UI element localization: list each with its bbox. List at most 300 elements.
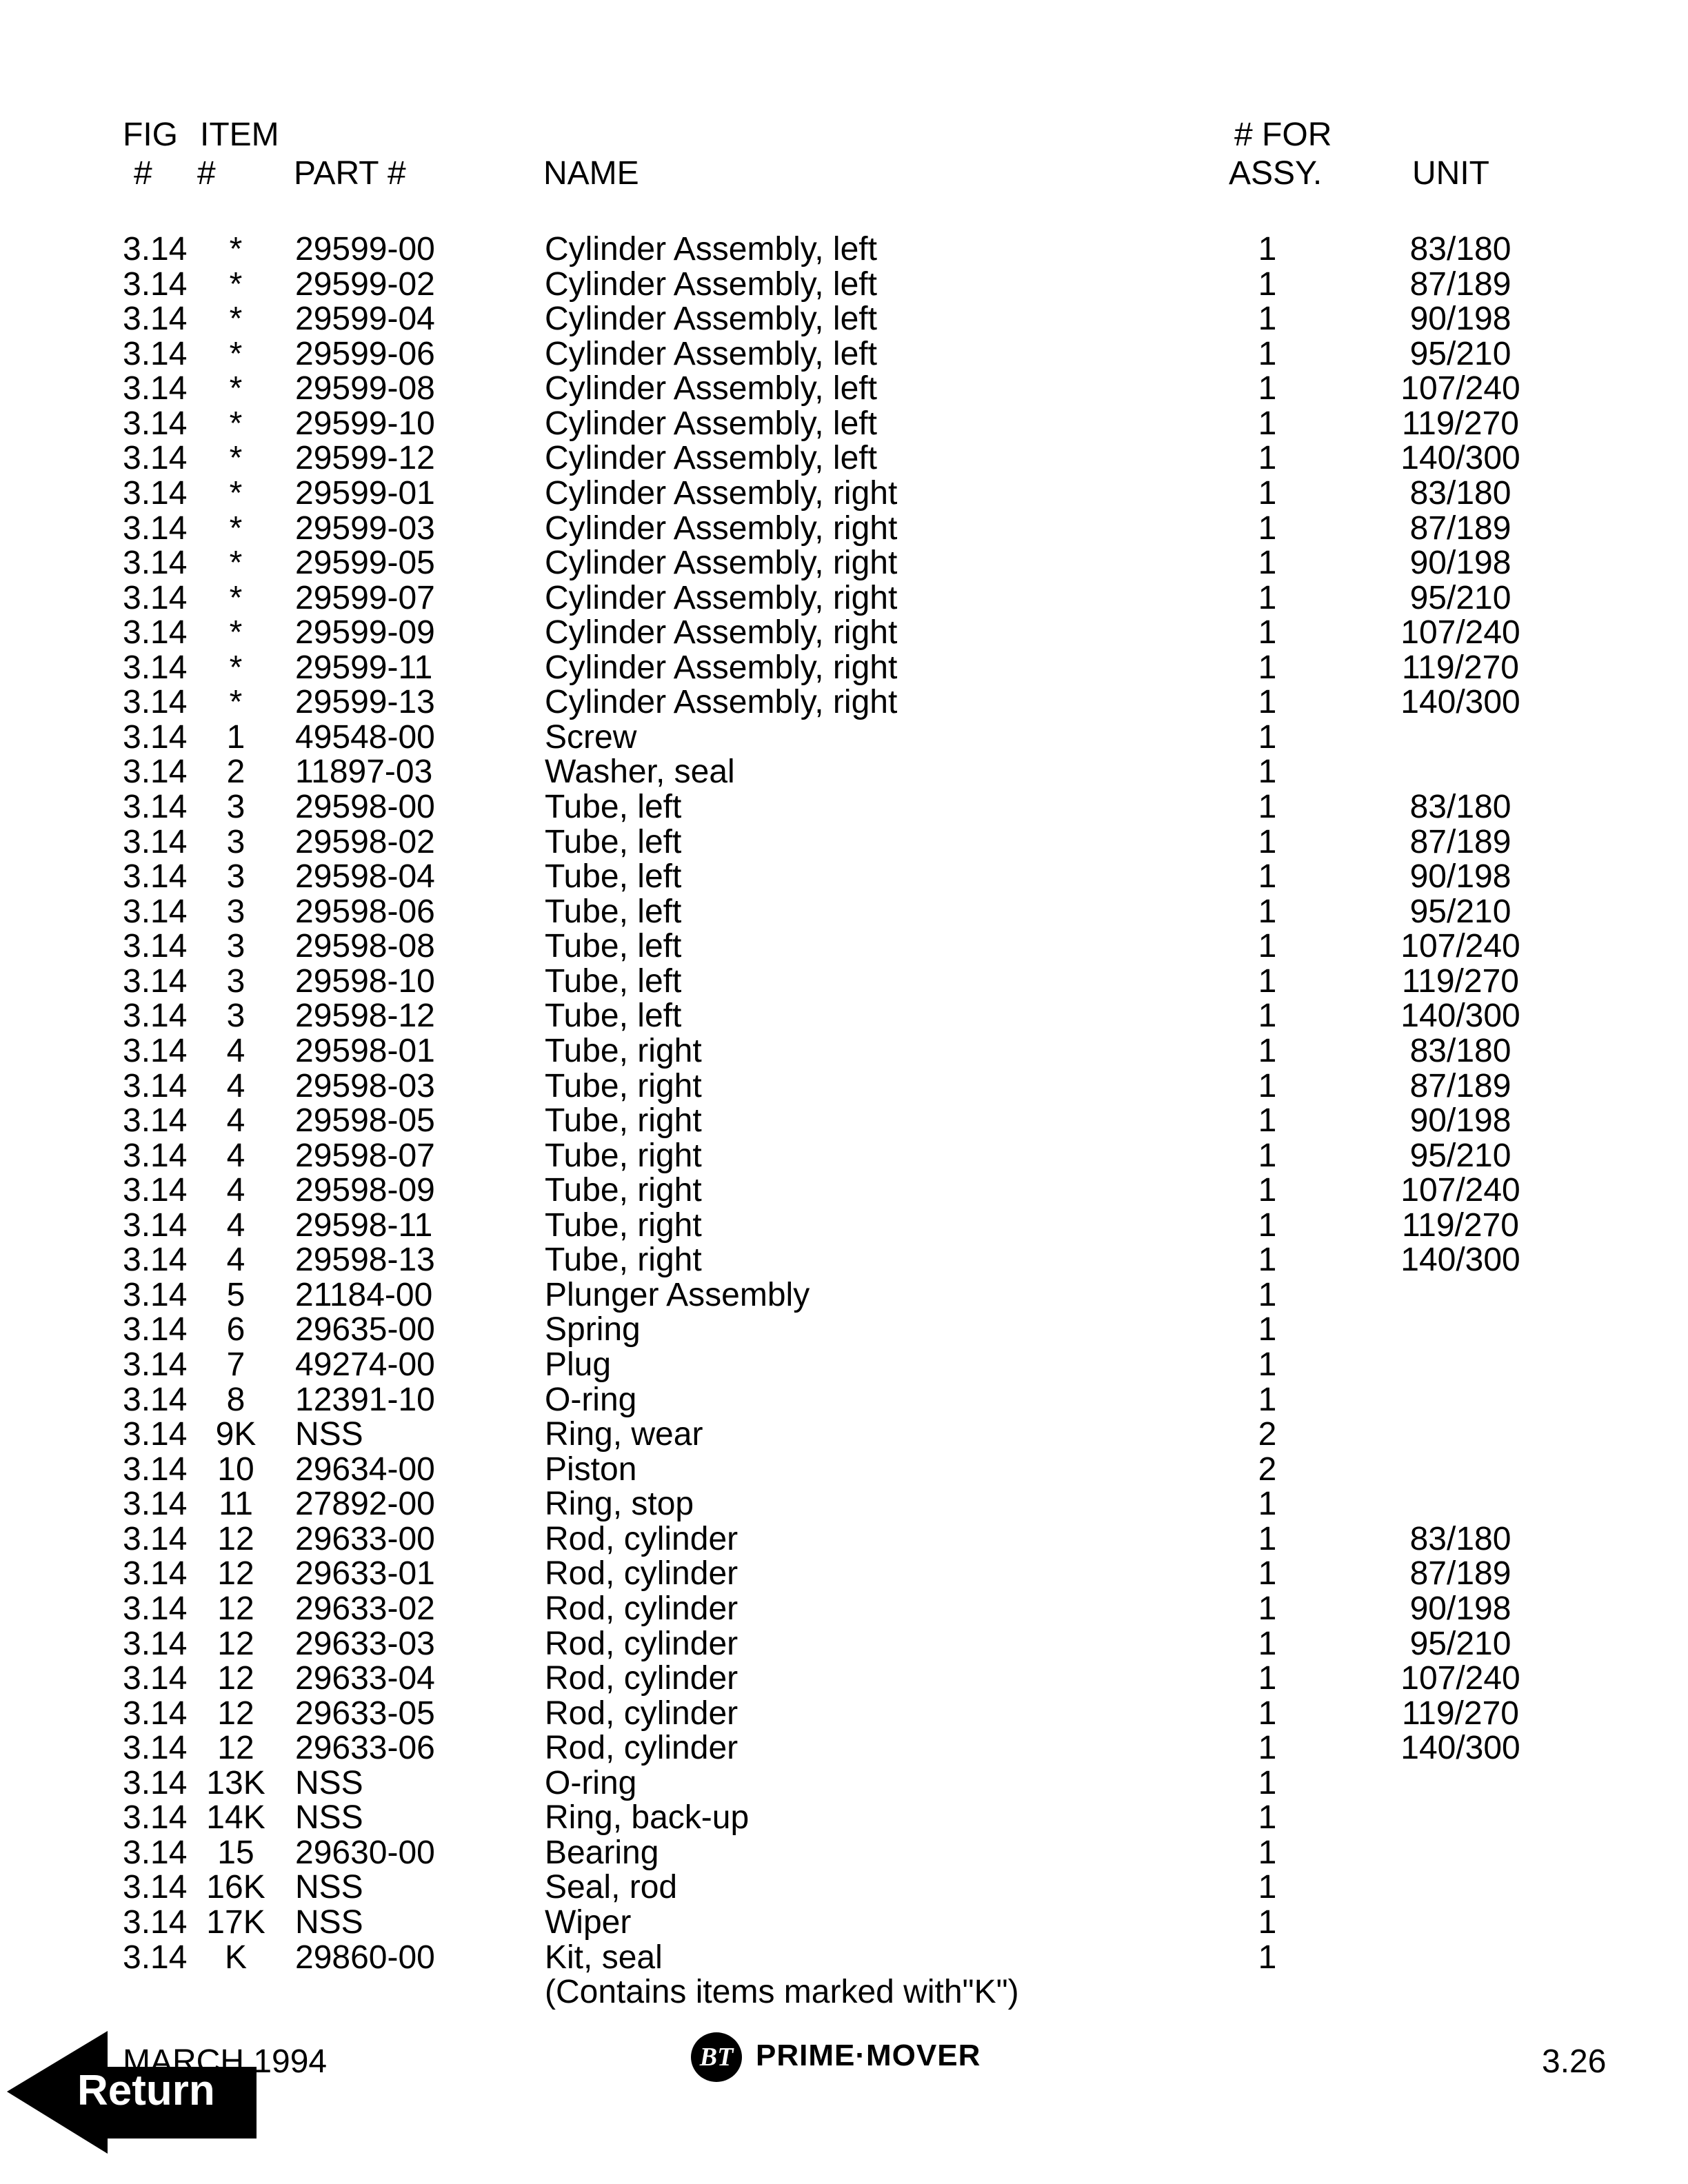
- cell-part: 27892-00: [295, 1486, 435, 1523]
- cell-item: *: [229, 231, 243, 267]
- cell-part: 29630-00: [295, 1834, 435, 1871]
- cell-assy: 1: [1258, 928, 1277, 965]
- header-item: ITEM: [200, 117, 279, 153]
- cell-item: *: [229, 545, 243, 582]
- cell-item: 12: [217, 1660, 254, 1697]
- cell-fig: 3.14: [123, 545, 188, 582]
- cell-name: Rod, cylinder: [545, 1695, 738, 1732]
- cell-part: 29633-04: [295, 1660, 435, 1697]
- cell-item: 15: [217, 1834, 254, 1871]
- cell-item: *: [229, 684, 243, 721]
- cell-assy: 1: [1258, 858, 1277, 896]
- table-row: [0, 1417, 1688, 1453]
- cell-fig: 3.14: [123, 1695, 188, 1732]
- cell-fig: 3.14: [123, 1730, 188, 1767]
- cell-fig: 3.14: [123, 1416, 188, 1453]
- cell-part: 29599-03: [295, 509, 435, 547]
- table-row: [0, 860, 1688, 895]
- cell-part: 29599-13: [295, 684, 435, 721]
- cell-name: Piston: [545, 1450, 637, 1488]
- cell-name: (Contains items marked with"K"): [545, 1974, 1019, 2011]
- cell-part: 29598-01: [295, 1032, 435, 1069]
- cell-fig: 3.14: [123, 1276, 188, 1313]
- cell-item: *: [229, 370, 243, 407]
- cell-item: 4: [226, 1067, 245, 1104]
- cell-fig: 3.14: [123, 1381, 188, 1418]
- cell-item: *: [229, 440, 243, 477]
- table-row: [0, 964, 1688, 1000]
- cell-part: 29598-00: [295, 789, 435, 825]
- cell-fig: 3.14: [123, 823, 188, 860]
- cell-unit: 83/180: [1409, 474, 1511, 512]
- cell-assy: 1: [1258, 1102, 1277, 1140]
- cell-fig: 3.14: [123, 649, 188, 686]
- cell-unit: 90/198: [1409, 545, 1511, 582]
- cell-assy: 1: [1258, 754, 1277, 791]
- cell-assy: 1: [1258, 335, 1277, 372]
- cell-part: 29599-04: [295, 301, 435, 338]
- cell-name: Rod, cylinder: [545, 1730, 738, 1767]
- cell-assy: 1: [1258, 1206, 1277, 1244]
- cell-name: Cylinder Assembly, left: [545, 335, 877, 372]
- cell-assy: 1: [1258, 1172, 1277, 1209]
- cell-item: 4: [226, 1206, 245, 1244]
- cell-fig: 3.14: [123, 928, 188, 965]
- cell-name: Tube, left: [545, 823, 682, 860]
- cell-unit: 87/189: [1409, 823, 1511, 860]
- cell-item: *: [229, 579, 243, 616]
- cell-assy: 1: [1258, 789, 1277, 825]
- cell-part: 29598-02: [295, 823, 435, 860]
- cell-fig: 3.14: [123, 1067, 188, 1104]
- cell-part: 29599-09: [295, 614, 435, 651]
- table-row: [0, 1104, 1688, 1139]
- cell-assy: 1: [1258, 614, 1277, 651]
- cell-part: 29860-00: [295, 1939, 435, 1976]
- cell-fig: 3.14: [123, 301, 188, 338]
- cell-item: *: [229, 405, 243, 442]
- table-row: [0, 1487, 1688, 1522]
- table-row: [0, 1905, 1688, 1941]
- cell-assy: 1: [1258, 893, 1277, 930]
- cell-item: 12: [217, 1730, 254, 1767]
- table-row: [0, 1069, 1688, 1104]
- cell-name: O-ring: [545, 1381, 637, 1418]
- cell-fig: 3.14: [123, 962, 188, 1000]
- cell-name: Cylinder Assembly, right: [545, 614, 898, 651]
- table-row: [0, 1627, 1688, 1662]
- cell-name: Ring, wear: [545, 1416, 703, 1453]
- cell-name: Ring, back-up: [545, 1799, 750, 1837]
- table-row: [0, 267, 1688, 303]
- table-row: [0, 1941, 1688, 1976]
- table-row: [0, 546, 1688, 581]
- cell-name: Cylinder Assembly, left: [545, 440, 877, 477]
- table-row: [0, 1034, 1688, 1069]
- cell-unit: 83/180: [1409, 231, 1511, 267]
- cell-assy: 1: [1258, 1242, 1277, 1279]
- table-row: [0, 1522, 1688, 1557]
- cell-fig: 3.14: [123, 509, 188, 547]
- cell-fig: 3.14: [123, 858, 188, 896]
- cell-name: Cylinder Assembly, right: [545, 684, 898, 721]
- cell-unit: 87/189: [1409, 1067, 1511, 1104]
- cell-fig: 3.14: [123, 718, 188, 756]
- brand-name: PRIME·MOVER: [756, 2039, 981, 2072]
- table-row: [0, 337, 1688, 372]
- table-row: [0, 1766, 1688, 1801]
- cell-part: 49548-00: [295, 718, 435, 756]
- cell-fig: 3.14: [123, 1869, 188, 1906]
- cell-fig: 3.14: [123, 789, 188, 825]
- cell-fig: 3.14: [123, 1206, 188, 1244]
- table-row: [0, 1870, 1688, 1905]
- cell-assy: 1: [1258, 405, 1277, 442]
- cell-assy: 1: [1258, 684, 1277, 721]
- table-row: [0, 1383, 1688, 1418]
- cell-name: Bearing: [545, 1834, 659, 1871]
- page-number: 3.26: [1542, 2043, 1607, 2080]
- cell-assy: 1: [1258, 1799, 1277, 1837]
- cell-name: Spring: [545, 1311, 641, 1348]
- cell-name: Tube, right: [545, 1172, 702, 1209]
- cell-unit: 90/198: [1409, 301, 1511, 338]
- cell-unit: 140/300: [1400, 998, 1520, 1035]
- table-row: [0, 1801, 1688, 1836]
- cell-fig: 3.14: [123, 440, 188, 477]
- cell-name: O-ring: [545, 1764, 637, 1801]
- cell-item: 13K: [206, 1764, 265, 1801]
- cell-part: NSS: [295, 1416, 363, 1453]
- cell-item: *: [229, 649, 243, 686]
- cell-name: Cylinder Assembly, right: [545, 579, 898, 616]
- table-row: [0, 372, 1688, 407]
- cell-fig: 3.14: [123, 1032, 188, 1069]
- cell-unit: 107/240: [1400, 370, 1520, 407]
- cell-name: Cylinder Assembly, right: [545, 545, 898, 582]
- cell-item: *: [229, 335, 243, 372]
- table-row: [0, 720, 1688, 756]
- cell-part: 29599-06: [295, 335, 435, 372]
- cell-fig: 3.14: [123, 1520, 188, 1557]
- cell-item: 3: [226, 928, 245, 965]
- cell-assy: 1: [1258, 231, 1277, 267]
- cell-fig: 3.14: [123, 1939, 188, 1976]
- cell-name: Rod, cylinder: [545, 1555, 738, 1593]
- header-part: PART #: [294, 155, 406, 192]
- cell-part: 29599-10: [295, 405, 435, 442]
- table-row: [0, 1206, 1688, 1244]
- cell-item: 4: [226, 1137, 245, 1174]
- cell-assy: 1: [1258, 649, 1277, 686]
- cell-name: Tube, right: [545, 1102, 702, 1140]
- cell-unit: 87/189: [1409, 509, 1511, 547]
- cell-assy: 1: [1258, 823, 1277, 860]
- cell-part: 29599-11: [295, 649, 433, 686]
- cell-assy: 1: [1258, 370, 1277, 407]
- cell-unit: 83/180: [1409, 1520, 1511, 1557]
- cell-part: 29599-08: [295, 370, 435, 407]
- cell-name: Cylinder Assembly, left: [545, 301, 877, 338]
- cell-part: 12391-10: [295, 1381, 435, 1418]
- cell-assy: 1: [1258, 1381, 1277, 1418]
- cell-name: Cylinder Assembly, left: [545, 370, 877, 407]
- table-row: [0, 1348, 1688, 1383]
- cell-unit: 83/180: [1409, 1032, 1511, 1069]
- cell-item: 9K: [215, 1416, 257, 1453]
- cell-part: 29598-03: [295, 1067, 435, 1104]
- cell-assy: 1: [1258, 1660, 1277, 1697]
- cell-fig: 3.14: [123, 1555, 188, 1593]
- table-row: [0, 407, 1688, 442]
- cell-item: 12: [217, 1520, 254, 1557]
- cell-item: 3: [226, 893, 245, 930]
- cell-fig: 3.14: [123, 1172, 188, 1209]
- cell-name: Cylinder Assembly, left: [545, 231, 877, 267]
- header-fig: FIG: [123, 117, 178, 153]
- header-unit: UNIT: [1412, 155, 1489, 192]
- cell-fig: 3.14: [123, 998, 188, 1035]
- cell-item: 12: [217, 1555, 254, 1593]
- cell-assy: 1: [1258, 265, 1277, 303]
- cell-fig: 3.14: [123, 579, 188, 616]
- header-name: NAME: [543, 155, 639, 192]
- cell-fig: 3.14: [123, 1450, 188, 1488]
- cell-part: 21184-00: [295, 1276, 433, 1313]
- cell-part: 29598-10: [295, 962, 435, 1000]
- cell-unit: 95/210: [1409, 893, 1511, 930]
- cell-item: 6: [226, 1311, 245, 1348]
- cell-item: *: [229, 265, 243, 303]
- cell-fig: 3.14: [123, 1137, 188, 1174]
- cell-name: Tube, right: [545, 1067, 702, 1104]
- cell-fig: 3.14: [123, 614, 188, 651]
- cell-item: 5: [226, 1276, 245, 1313]
- cell-unit: 95/210: [1409, 1625, 1511, 1662]
- cell-assy: 1: [1258, 1067, 1277, 1104]
- cell-name: Plug: [545, 1346, 612, 1383]
- cell-assy: 1: [1258, 1764, 1277, 1801]
- cell-item: 3: [226, 858, 245, 896]
- cell-part: 29598-06: [295, 893, 435, 930]
- cell-unit: 107/240: [1400, 1172, 1520, 1209]
- cell-assy: 1: [1258, 718, 1277, 756]
- cell-fig: 3.14: [123, 1660, 188, 1697]
- cell-name: Cylinder Assembly, right: [545, 649, 898, 686]
- table-row: [0, 651, 1688, 686]
- cell-name: Tube, left: [545, 998, 682, 1035]
- cell-part: 29633-01: [295, 1555, 435, 1593]
- cell-part: 29599-02: [295, 265, 435, 303]
- parts-table: [0, 232, 1688, 2010]
- cell-part: 29633-06: [295, 1730, 435, 1767]
- cell-unit: 140/300: [1400, 440, 1520, 477]
- cell-unit: 140/300: [1400, 1730, 1520, 1767]
- cell-part: NSS: [295, 1764, 363, 1801]
- cell-assy: 1: [1258, 440, 1277, 477]
- cell-unit: 90/198: [1409, 1102, 1511, 1140]
- cell-part: NSS: [295, 1904, 363, 1941]
- table-row: [0, 302, 1688, 337]
- cell-unit: 140/300: [1400, 1242, 1520, 1279]
- cell-item: 12: [217, 1695, 254, 1732]
- cell-fig: 3.14: [123, 474, 188, 512]
- cell-name: Cylinder Assembly, right: [545, 474, 898, 512]
- cell-item: *: [229, 614, 243, 651]
- cell-part: 29598-11: [295, 1206, 433, 1244]
- table-row: [0, 1557, 1688, 1592]
- cell-part: 29599-00: [295, 231, 435, 267]
- cell-name: Tube, right: [545, 1206, 702, 1244]
- footer-date: MARCH 1994: [123, 2043, 328, 2080]
- table-row: [0, 232, 1688, 267]
- cell-unit: 95/210: [1409, 579, 1511, 616]
- cell-item: 4: [226, 1032, 245, 1069]
- cell-fig: 3.14: [123, 1625, 188, 1662]
- cell-assy: 1: [1258, 1625, 1277, 1662]
- cell-item: 4: [226, 1102, 245, 1140]
- cell-name: Rod, cylinder: [545, 1625, 738, 1662]
- cell-item: 12: [217, 1590, 254, 1627]
- table-row: [0, 1173, 1688, 1209]
- cell-part: 29598-09: [295, 1172, 435, 1209]
- cell-item: K: [224, 1939, 248, 1976]
- cell-assy: 1: [1258, 1346, 1277, 1383]
- cell-fig: 3.14: [123, 231, 188, 267]
- cell-part: 29633-00: [295, 1520, 435, 1557]
- cell-part: NSS: [295, 1869, 363, 1906]
- table-row: [0, 1139, 1688, 1174]
- cell-fig: 3.14: [123, 1346, 188, 1383]
- table-row: [0, 999, 1688, 1034]
- table-row: [0, 1975, 1688, 2010]
- cell-unit: 87/189: [1409, 1555, 1511, 1593]
- cell-fig: 3.14: [123, 1102, 188, 1140]
- cell-unit: 119/270: [1402, 1206, 1519, 1244]
- cell-name: Washer, seal: [545, 754, 735, 791]
- return-label[interactable]: Return: [77, 2067, 215, 2114]
- table-row: [0, 755, 1688, 790]
- cell-assy: 1: [1258, 301, 1277, 338]
- cell-part: 29599-07: [295, 579, 435, 616]
- cell-unit: 119/270: [1402, 405, 1519, 442]
- table-row: [0, 929, 1688, 964]
- cell-item: 16K: [206, 1869, 265, 1906]
- table-row: [0, 1661, 1688, 1697]
- cell-assy: 1: [1258, 1904, 1277, 1941]
- cell-item: 1: [226, 718, 245, 756]
- cell-assy: 1: [1258, 509, 1277, 547]
- table-row: [0, 441, 1688, 476]
- cell-part: 29598-05: [295, 1102, 435, 1140]
- cell-item: 12: [217, 1625, 254, 1662]
- cell-part: 29598-07: [295, 1137, 435, 1174]
- cell-name: Tube, left: [545, 789, 682, 825]
- header-fig-num: #: [134, 155, 152, 192]
- cell-part: 29599-12: [295, 440, 435, 477]
- cell-assy: 1: [1258, 1520, 1277, 1557]
- cell-unit: 107/240: [1400, 614, 1520, 651]
- table-row: [0, 895, 1688, 930]
- cell-item: 3: [226, 998, 245, 1035]
- cell-unit: 90/198: [1409, 858, 1511, 896]
- cell-part: 49274-00: [295, 1346, 435, 1383]
- cell-part: 29599-05: [295, 545, 435, 582]
- cell-fig: 3.14: [123, 1834, 188, 1871]
- cell-item: *: [229, 301, 243, 338]
- cell-assy: 1: [1258, 1939, 1277, 1976]
- cell-assy: 1: [1258, 579, 1277, 616]
- cell-name: Tube, left: [545, 893, 682, 930]
- cell-fig: 3.14: [123, 370, 188, 407]
- cell-item: 10: [217, 1450, 254, 1488]
- cell-part: 29599-01: [295, 474, 435, 512]
- cell-assy: 1: [1258, 1834, 1277, 1871]
- cell-fig: 3.14: [123, 893, 188, 930]
- cell-item: 8: [226, 1381, 245, 1418]
- cell-item: 4: [226, 1242, 245, 1279]
- cell-item: 3: [226, 962, 245, 1000]
- table-row: [0, 790, 1688, 825]
- cell-name: Tube, left: [545, 928, 682, 965]
- cell-name: Kit, seal: [545, 1939, 663, 1976]
- cell-assy: 1: [1258, 1869, 1277, 1906]
- cell-item: 7: [226, 1346, 245, 1383]
- cell-assy: 1: [1258, 1032, 1277, 1069]
- table-row: [0, 1836, 1688, 1871]
- svg-text:BT: BT: [699, 2043, 734, 2072]
- cell-assy: 1: [1258, 1695, 1277, 1732]
- cell-name: Screw: [545, 718, 637, 756]
- cell-assy: 1: [1258, 1486, 1277, 1523]
- cell-unit: 95/210: [1409, 1137, 1511, 1174]
- table-row: [0, 1592, 1688, 1627]
- cell-fig: 3.14: [123, 1311, 188, 1348]
- cell-part: NSS: [295, 1799, 363, 1837]
- cell-fig: 3.14: [123, 1764, 188, 1801]
- cell-part: 11897-03: [295, 754, 433, 791]
- table-row: [0, 1278, 1688, 1313]
- cell-name: Wiper: [545, 1904, 632, 1941]
- cell-assy: 1: [1258, 998, 1277, 1035]
- cell-unit: 87/189: [1409, 265, 1511, 303]
- cell-name: Tube, right: [545, 1242, 702, 1279]
- cell-name: Tube, right: [545, 1137, 702, 1174]
- cell-assy: 1: [1258, 1276, 1277, 1313]
- cell-unit: 107/240: [1400, 928, 1520, 965]
- cell-fig: 3.14: [123, 1590, 188, 1627]
- cell-part: 29635-00: [295, 1311, 435, 1348]
- cell-name: Seal, rod: [545, 1869, 678, 1906]
- table-row: [0, 1697, 1688, 1732]
- table-row: [0, 476, 1688, 512]
- cell-item: 17K: [206, 1904, 265, 1941]
- header-assy-top: # FOR: [1234, 117, 1332, 153]
- cell-assy: 1: [1258, 1137, 1277, 1174]
- cell-name: Cylinder Assembly, left: [545, 405, 877, 442]
- cell-part: 29633-03: [295, 1625, 435, 1662]
- cell-name: Ring, stop: [545, 1486, 694, 1523]
- cell-assy: 1: [1258, 474, 1277, 512]
- cell-item: *: [229, 509, 243, 547]
- cell-assy: 1: [1258, 1730, 1277, 1767]
- cell-part: 29598-04: [295, 858, 435, 896]
- table-row: [0, 1450, 1688, 1488]
- cell-item: 3: [226, 823, 245, 860]
- cell-part: 29633-05: [295, 1695, 435, 1732]
- table-row: [0, 581, 1688, 616]
- cell-name: Cylinder Assembly, right: [545, 509, 898, 547]
